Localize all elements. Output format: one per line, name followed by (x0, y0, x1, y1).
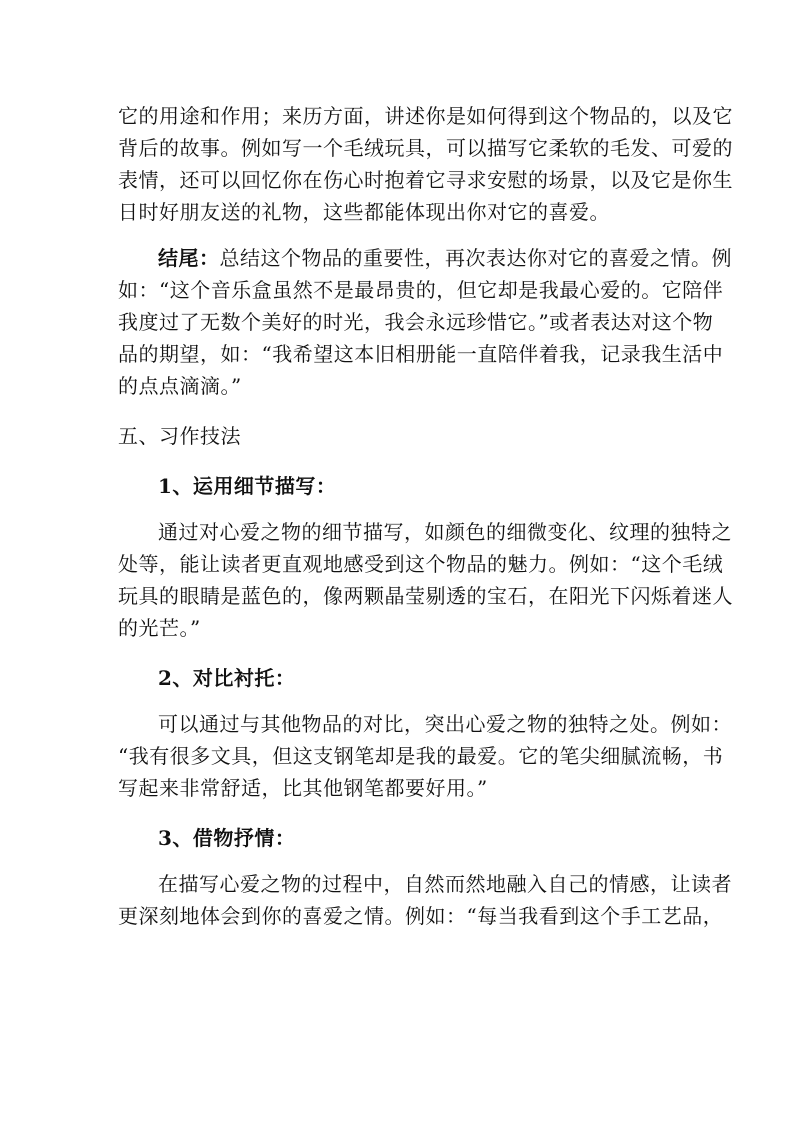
technique-title-3: 3、借物抒情： (158, 826, 296, 850)
ending-label: 结尾： (158, 246, 220, 270)
text-run: 在描写心爱之物的过程中，自然而然地融入自己的情感，让读者 (158, 872, 732, 896)
ending-paragraph (118, 242, 732, 402)
text-line: 的点点滴滴。” (118, 374, 242, 398)
text-line: 的光芒。” (118, 616, 201, 640)
text-line: 表情，还可以回忆你在伤心时抱着它寻求安慰的场景，以及它是你生 (118, 168, 733, 192)
text-run: 通过对心爱之物的细节描写，如颜色的细微变化、纹理的独特之 (158, 520, 732, 544)
intro-paragraph (118, 100, 733, 228)
document-body (118, 100, 733, 932)
text-line: 它的用途和作用；来历方面，讲述你是如何得到这个物品的，以及它 (118, 104, 733, 128)
technique-title-1: 1、运用细节描写： (158, 474, 337, 498)
section-heading: 五、习作技法 (118, 424, 241, 448)
technique-body-1 (118, 516, 733, 644)
text-line: 背后的故事。例如写一个毛绒玩具，可以描写它柔软的毛发、可爱的 (118, 136, 733, 160)
technique-body-3 (118, 868, 732, 932)
text-line: “我有很多文具，但这支钢笔却是我的最爱。它的笔尖细腻流畅，书 (118, 744, 724, 768)
text-line: 玩具的眼睛是蓝色的，像两颗晶莹剔透的宝石，在阳光下闪烁着迷人 (118, 584, 733, 608)
text-line: 品的期望，如：“我希望这本旧相册能一直陪伴着我，记录我生活中 (118, 342, 724, 366)
text-line (118, 868, 732, 900)
text-line: 更深刻地体会到你的喜爱之情。例如：“每当我看到这个手工艺品， (118, 904, 724, 928)
text-line (118, 708, 732, 740)
text-line: 如：“这个音乐盒虽然不是最昂贵的，但它却是我最心爱的。它陪伴 (118, 278, 724, 302)
text-line: 处等，能让读者更直观地感受到这个物品的魅力。例如：“这个毛绒 (118, 552, 724, 576)
text-line (118, 242, 732, 274)
text-line (118, 516, 732, 548)
text-line: 写起来非常舒适，比其他钢笔都要好用。” (118, 776, 488, 800)
technique-title-2: 2、对比衬托： (158, 666, 296, 690)
technique-body-2 (118, 708, 732, 804)
ending-text: 总结这个物品的重要性，再次表达你对它的喜爱之情。例 (219, 246, 732, 270)
text-line: 我度过了无数个美好的时光，我会永远珍惜它。”或者表达对这个物 (118, 310, 714, 334)
text-run: 可以通过与其他物品的对比，突出心爱之物的独特之处。例如： (158, 712, 732, 736)
text-line: 日时好朋友送的礼物，这些都能体现出你对它的喜爱。 (118, 200, 610, 224)
